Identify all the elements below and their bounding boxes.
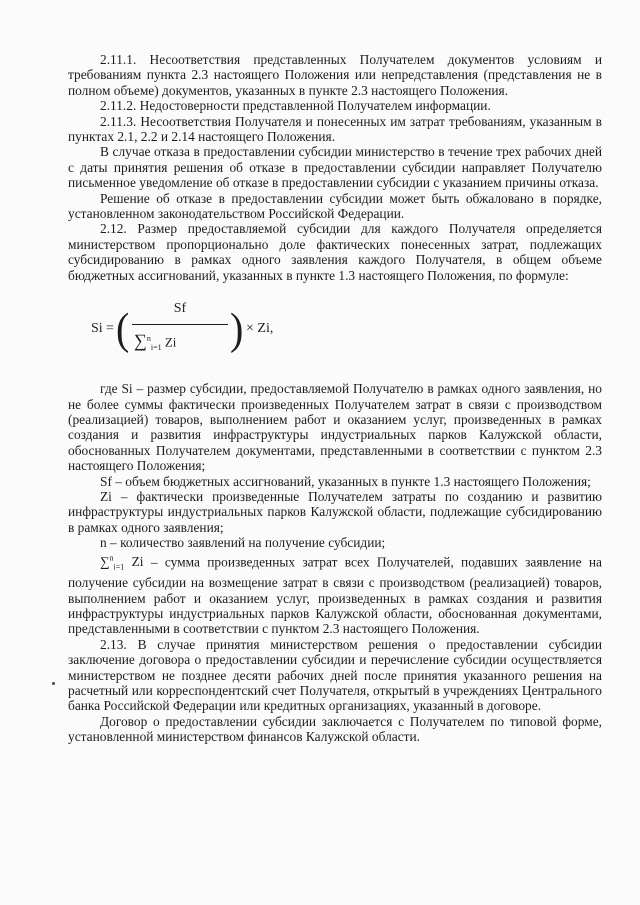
paragraph-contract: Договор о предоставлении субсидии заключается с Получателем по типовой форме, установленной министерством финансов Калужской области.	[68, 713, 602, 745]
formula-right-paren: )	[230, 303, 244, 354]
formula-left-paren: (	[116, 303, 130, 354]
inline-sigma: ∑	[100, 554, 110, 570]
paragraph-2-11-3: 2.11.3. Несоответствия Получателя и понесенных им затрат требованиям, указанным в пунктах 2.1, 2.2 и 2.14 настоящего Положения.	[68, 113, 602, 145]
definition-zi: Zi – фактически произведенные Получателем затраты по созданию и развитию инфраструктуры индустриальных парков Калужской области, подлежащие субсидированию в рамках одного заявления;	[68, 488, 602, 535]
paragraph-appeal: Решение об отказе в предоставлении субсидии может быть обжаловано в порядке, установленном законодательством Российской Федерации.	[68, 190, 602, 222]
inline-sum-formula	[100, 553, 144, 572]
paragraph-2-13: 2.13. В случае принятия министерством решения о предоставлении субсидии заключение договора о предоставлении субсидии и перечисление субсидии осуществляется министерством не позднее десяти рабочих дней после принятия указанного решения на расчетный или корреспондентский счет Получателя, открытый в учреждениях Центрального банка Российской Федерации или кредитных организациях, указанный в договоре.	[68, 636, 602, 714]
paragraph-2-11-1: 2.11.1. Несоответствия представленных Получателем документов условиям и требованиям пункта 2.3 настоящего Положения или непредставления (представления не в полном объеме) документов, указанных в пункте 2.3 настоящего Положения.	[68, 52, 602, 98]
definition-si: где Si – размер субсидии, предоставляемой Получателю в рамках одного заявления, но не более суммы фактически произведенных Получателем затрат в связи с производством (реализацией) товаров, выполнением работ и оказанием услуг, произведенных в рамках создания и развития инфраструктуры индустриальных парков Калужской области, обоснованных Получателем документами, представленными в соответствии с пунктом 2.3 настоящего Положения;	[68, 381, 602, 474]
paragraph-2-11-2: 2.11.2. Недостоверности представленной Получателем информации.	[100, 98, 491, 114]
paragraph-2-12: 2.12. Размер предоставляемой субсидии для каждого Получателя определяется министерством пропорционально доле фактических понесенных затрат, подлежащих субсидированию в рамках одного заявления каждого Получателя, в общем объеме бюджетных ассигнований, указанных в пункте 1.3 настоящего Положения, по формуле:	[68, 221, 602, 283]
formula-numerator: Sf	[173, 301, 187, 317]
paragraph-refusal-notice: В случае отказа в предоставлении субсидии министерство в течение трех рабочих дней с даты принятия решения об отказе в предоставлении субсидии направляет Получателю письменное уведомление об отказе в предоставлении субсидии с указанием причины отказа.	[68, 144, 602, 191]
definition-sum	[68, 551, 602, 637]
formula-sigma-lower: i=1	[150, 343, 162, 353]
formula-term: Zi	[164, 334, 177, 350]
inline-term: Zi	[131, 554, 144, 570]
formula-denominator	[134, 331, 228, 355]
formula-tail: × Zi,	[246, 321, 274, 337]
inline-sigma-upper: n	[109, 553, 114, 563]
formula-fraction-bar	[132, 324, 228, 325]
definition-n: n – количество заявлений на получение субсидии;	[100, 535, 386, 551]
formula-equals: =	[106, 321, 114, 337]
formula-lhs: Si	[91, 321, 103, 337]
inline-sigma-lower: i=1	[113, 562, 125, 572]
document-body	[68, 52, 602, 745]
formula-sigma: ∑	[134, 330, 147, 351]
definition-sf: Sf – объем бюджетных ассигнований, указанных в пункте 1.3 настоящего Положения;	[100, 473, 591, 489]
formula-sigma-upper: n	[146, 334, 151, 344]
definition-sum-text: – сумма произведенных затрат всех Получателей, подавших заявление на получение субсидии на возмещение затрат в связи с производством (реализацией) товаров, выполнением работ и оказанием услуг, произведенных в рамках создания и развития инфраструктуры индустриальных парков Калужской области, обоснованная документами, представленными в соответствии с пунктом 2.3 настоящего Положения.	[68, 554, 602, 637]
scan-dot-mark	[52, 682, 55, 685]
subsidy-formula	[68, 295, 602, 367]
